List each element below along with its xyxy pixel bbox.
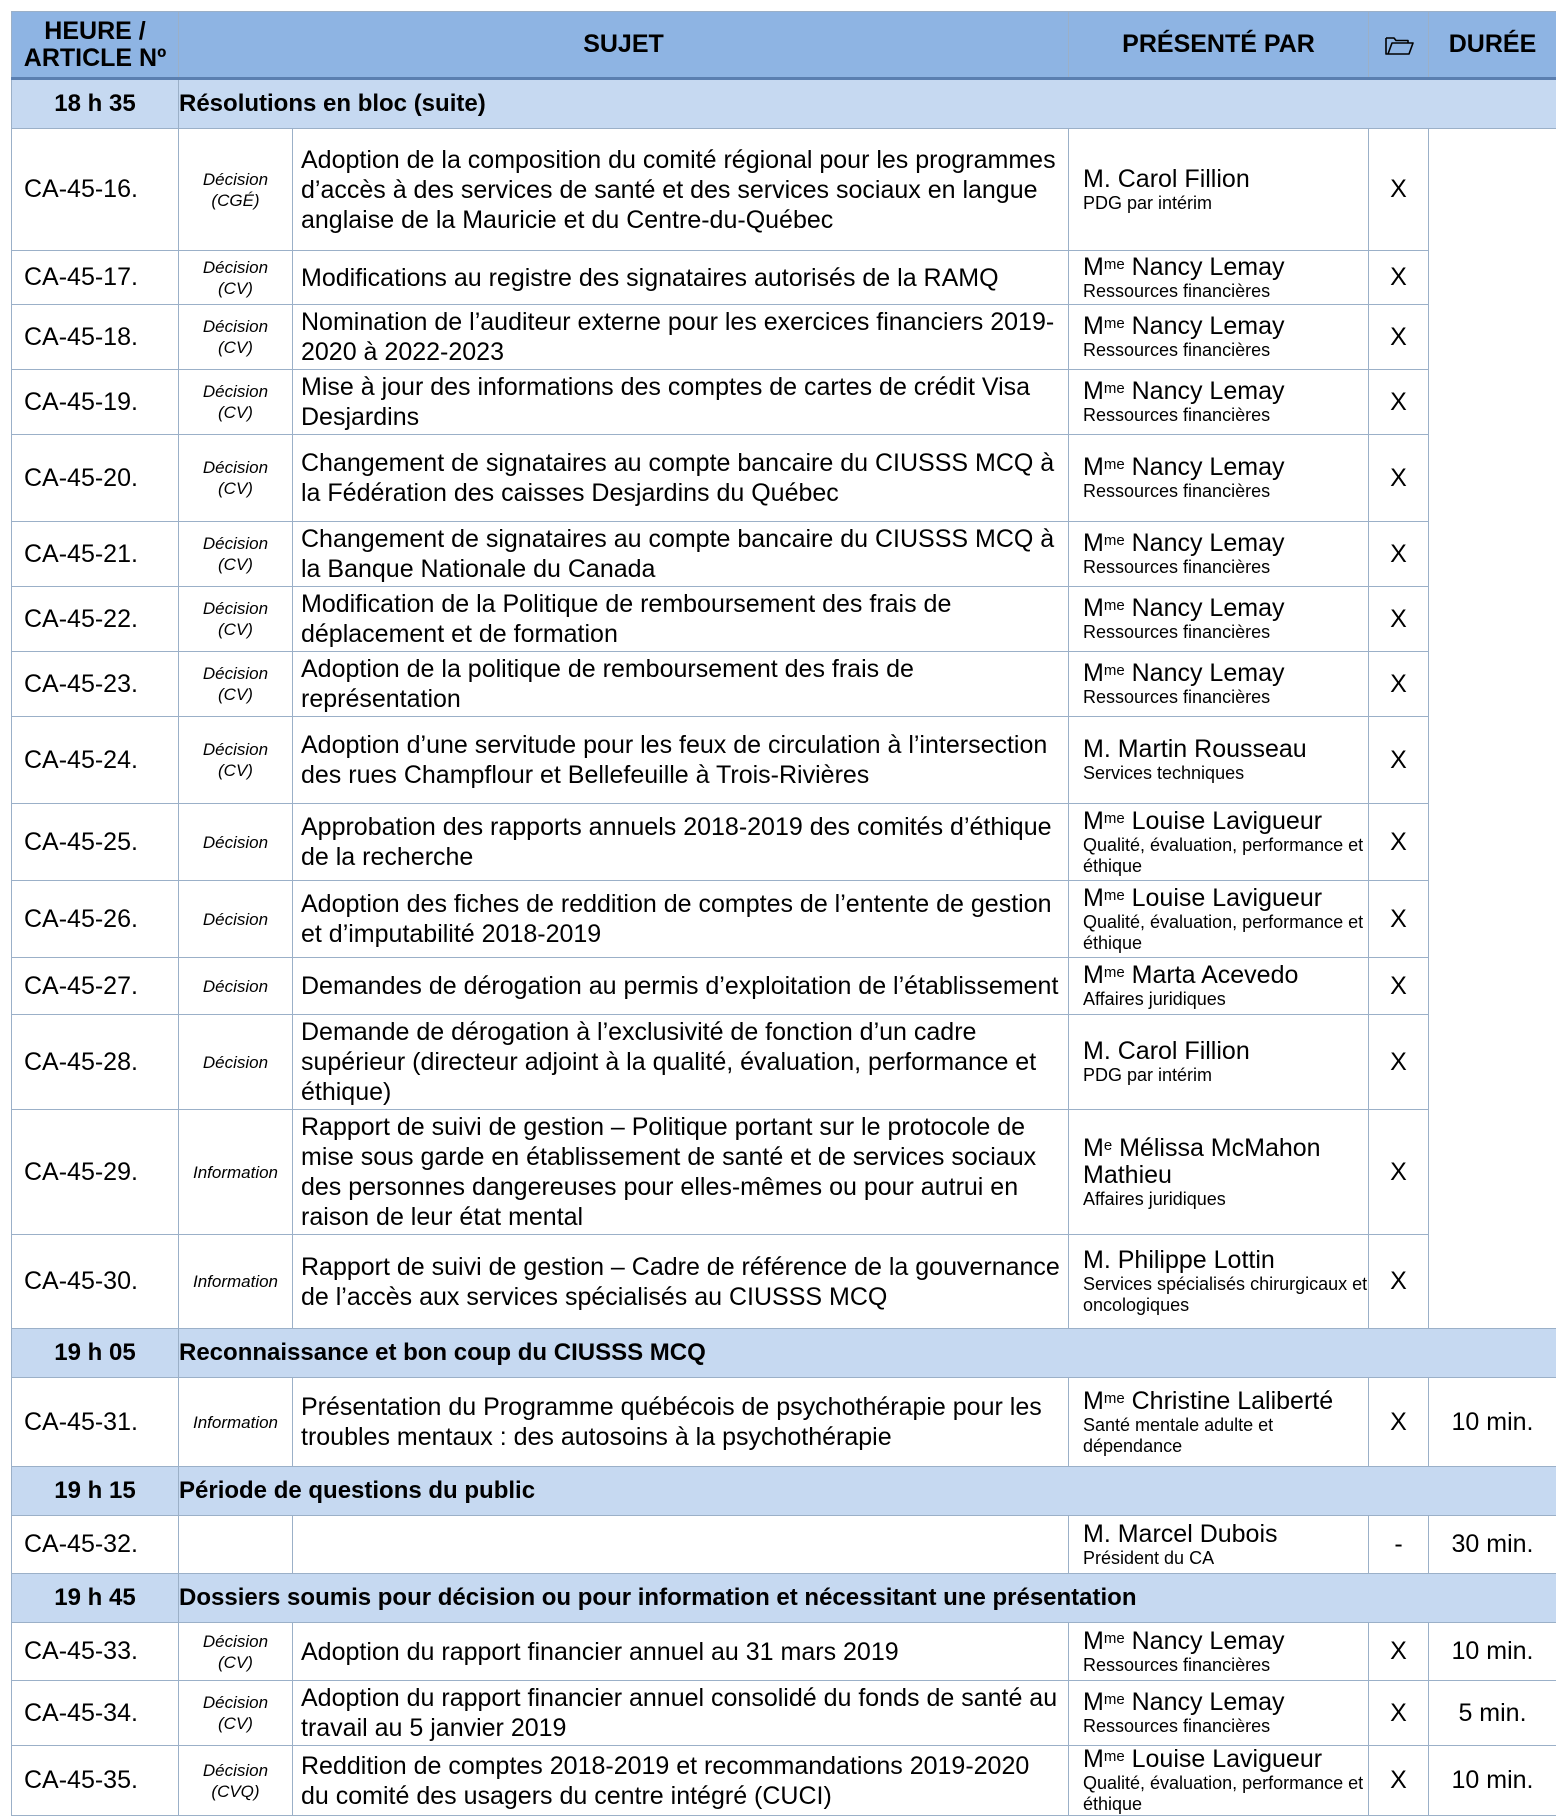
item-subject: Rapport de suivi de gestion – Politique portant sur le protocole de mise sous garde en établissement de santé et de services sociaux des personnes dangereuses pour elles-mêmes ou pour autrui en raison de leur état mental: [293, 1110, 1069, 1235]
presenter-title-sup: me: [1104, 315, 1125, 332]
item-duration: [1429, 881, 1556, 958]
item-number: CA-45-20.: [12, 435, 179, 522]
item-duration: [1429, 958, 1556, 1015]
presenter-fullname: Nancy Lemay: [1132, 253, 1285, 281]
agenda-row: [12, 1378, 1556, 1467]
agenda-row: [12, 1015, 1556, 1110]
item-duration: [1429, 1015, 1556, 1110]
docs-mark: X: [1369, 804, 1429, 881]
item-duration: [1429, 370, 1556, 435]
item-subject: Demande de dérogation à l’exclusivité de fonction d’un cadre supérieur (directeur adjoint à la qualité, évaluation, performance et éthique): [293, 1015, 1069, 1110]
item-duration: 10 min.: [1429, 1378, 1556, 1467]
folder-icon: [1384, 34, 1414, 56]
item-type-label: Décision: [203, 258, 268, 277]
item-type-label: Décision: [203, 664, 268, 683]
agenda-row: [12, 881, 1556, 958]
presenter-title-sup: me: [1104, 1390, 1125, 1407]
presenter-fullname: Marta Acevedo: [1132, 961, 1299, 989]
item-type-label: Décision: [203, 599, 268, 618]
item-number: CA-45-16.: [12, 129, 179, 251]
item-subject: Mise à jour des informations des comptes de cartes de crédit Visa Desjardins: [293, 370, 1069, 435]
docs-mark: X: [1369, 435, 1429, 522]
presenter-role: Services techniques: [1083, 763, 1368, 784]
section-time: 19 h 05: [12, 1329, 179, 1378]
header-time: HEURE / ARTICLE Nº: [12, 12, 179, 79]
item-type: [179, 958, 293, 1015]
presenter-prefix: M.: [1083, 1246, 1111, 1274]
agenda-table: [11, 11, 1556, 1816]
presenter-fullname: Louise Lavigueur: [1132, 1745, 1322, 1773]
docs-mark: X: [1369, 305, 1429, 370]
presenter-name: [1083, 378, 1368, 405]
presenter-prefix: M: [1083, 1627, 1104, 1655]
item-presenter: [1069, 1110, 1369, 1235]
item-type-sub: (CV): [218, 1653, 253, 1672]
presenter-fullname: Nancy Lemay: [1132, 1627, 1285, 1655]
item-presenter: [1069, 1516, 1369, 1574]
item-duration: 10 min.: [1429, 1623, 1556, 1681]
presenter-role: Affaires juridiques: [1083, 989, 1368, 1010]
item-presenter: [1069, 1681, 1369, 1746]
docs-mark: X: [1369, 522, 1429, 587]
item-type: [179, 251, 293, 305]
item-type-label: Information: [193, 1163, 278, 1182]
presenter-prefix: M: [1083, 659, 1104, 687]
item-duration: [1429, 305, 1556, 370]
docs-mark: X: [1369, 652, 1429, 717]
item-presenter: [1069, 251, 1369, 305]
presenter-title-sup: me: [1104, 964, 1125, 981]
presenter-role: Santé mentale adulte et dépendance: [1083, 1415, 1368, 1457]
presenter-prefix: M.: [1083, 735, 1111, 763]
item-number: CA-45-29.: [12, 1110, 179, 1235]
item-type-label: Information: [193, 1272, 278, 1291]
agenda-row: [12, 717, 1556, 804]
presenter-fullname: Carol Fillion: [1118, 165, 1250, 193]
presenter-name: [1083, 166, 1368, 193]
agenda-row: [12, 1516, 1556, 1574]
presenter-name: [1083, 1038, 1368, 1065]
item-type: [179, 1378, 293, 1467]
presenter-fullname: Philippe Lottin: [1118, 1246, 1275, 1274]
item-type-label: Décision: [203, 910, 268, 929]
item-type-sub: (CV): [218, 761, 253, 780]
agenda-row: [12, 1623, 1556, 1681]
item-type: [179, 435, 293, 522]
agenda-row: [12, 1681, 1556, 1746]
docs-mark: X: [1369, 1110, 1429, 1235]
presenter-prefix: M: [1083, 1745, 1104, 1773]
item-type: [179, 1746, 293, 1816]
item-presenter: [1069, 435, 1369, 522]
presenter-fullname: Mélissa McMahon Mathieu: [1083, 1134, 1321, 1189]
agenda-row: [12, 958, 1556, 1015]
item-presenter: [1069, 652, 1369, 717]
section-title: Résolutions en bloc (suite): [179, 79, 1556, 129]
presenter-name: [1083, 254, 1368, 281]
presenter-title-sup: me: [1104, 1748, 1125, 1765]
item-presenter: [1069, 881, 1369, 958]
item-type: [179, 1681, 293, 1746]
item-type-sub: (CV): [218, 403, 253, 422]
agenda-row: [12, 305, 1556, 370]
item-presenter: [1069, 804, 1369, 881]
agenda-row: [12, 370, 1556, 435]
presenter-role: Ressources financières: [1083, 405, 1368, 426]
presenter-role: Qualité, évaluation, performance et éthique: [1083, 835, 1368, 877]
docs-mark: X: [1369, 1235, 1429, 1329]
item-type: [179, 1235, 293, 1329]
presenter-name: [1083, 808, 1368, 835]
presenter-role: Qualité, évaluation, performance et éthique: [1083, 1773, 1368, 1815]
presenter-name: [1083, 962, 1368, 989]
presenter-role: Affaires juridiques: [1083, 1189, 1368, 1210]
section-title: Période de questions du public: [179, 1467, 1556, 1516]
presenter-fullname: Carol Fillion: [1118, 1037, 1250, 1065]
presenter-title-sup: me: [1104, 662, 1125, 679]
presenter-title-sup: me: [1104, 1630, 1125, 1647]
item-type: [179, 881, 293, 958]
item-subject: Adoption du rapport financier annuel au 31 mars 2019: [293, 1623, 1069, 1681]
item-type-label: Décision: [203, 977, 268, 996]
item-duration: [1429, 652, 1556, 717]
item-number: CA-45-25.: [12, 804, 179, 881]
item-presenter: [1069, 1235, 1369, 1329]
presenter-fullname: Nancy Lemay: [1132, 377, 1285, 405]
presenter-name: [1083, 1628, 1368, 1655]
item-number: CA-45-23.: [12, 652, 179, 717]
item-number: CA-45-18.: [12, 305, 179, 370]
section-row: [12, 1467, 1556, 1516]
item-subject: Demandes de dérogation au permis d’exploitation de l’établissement: [293, 958, 1069, 1015]
item-type-label: Décision: [203, 317, 268, 336]
item-subject: Modification de la Politique de remboursement des frais de déplacement et de formation: [293, 587, 1069, 652]
item-presenter: [1069, 522, 1369, 587]
presenter-prefix: M.: [1083, 1520, 1111, 1548]
presenter-name: [1083, 454, 1368, 481]
section-title: Dossiers soumis pour décision ou pour information et nécessitant une présentation: [179, 1574, 1556, 1623]
presenter-role: Qualité, évaluation, performance et éthique: [1083, 912, 1368, 954]
item-type: [179, 1015, 293, 1110]
section-time: 18 h 35: [12, 79, 179, 129]
presenter-prefix: M: [1083, 312, 1104, 340]
presenter-prefix: M: [1083, 594, 1104, 622]
presenter-name: [1083, 885, 1368, 912]
item-duration: [1429, 717, 1556, 804]
agenda-row: [12, 435, 1556, 522]
item-type-label: Décision: [203, 458, 268, 477]
item-subject: [293, 1516, 1069, 1574]
item-presenter: [1069, 129, 1369, 251]
item-number: CA-45-31.: [12, 1378, 179, 1467]
presenter-fullname: Nancy Lemay: [1132, 594, 1285, 622]
item-type-label: Information: [193, 1413, 278, 1432]
presenter-title-sup: me: [1104, 810, 1125, 827]
section-time: 19 h 45: [12, 1574, 179, 1623]
item-type-label: Décision: [203, 833, 268, 852]
item-type: [179, 370, 293, 435]
agenda-row: [12, 1110, 1556, 1235]
presenter-prefix: M: [1083, 453, 1104, 481]
docs-mark: X: [1369, 370, 1429, 435]
docs-mark: X: [1369, 251, 1429, 305]
item-subject: Adoption de la politique de remboursement des frais de représentation: [293, 652, 1069, 717]
presenter-role: Ressources financières: [1083, 1655, 1368, 1676]
agenda-row: [12, 804, 1556, 881]
item-number: CA-45-26.: [12, 881, 179, 958]
section-row: [12, 1574, 1556, 1623]
item-type-sub: (CV): [218, 620, 253, 639]
item-number: CA-45-24.: [12, 717, 179, 804]
presenter-name: [1083, 1135, 1368, 1189]
presenter-fullname: Nancy Lemay: [1132, 1688, 1285, 1716]
item-presenter: [1069, 717, 1369, 804]
item-subject: Adoption d’une servitude pour les feux de circulation à l’intersection des rues Champflour et Bellefeuille à Trois-Rivières: [293, 717, 1069, 804]
item-subject: Changement de signataires au compte bancaire du CIUSSS MCQ à la Fédération des caisses Desjardins du Québec: [293, 435, 1069, 522]
item-duration: [1429, 1110, 1556, 1235]
presenter-name: [1083, 660, 1368, 687]
agenda-row: [12, 129, 1556, 251]
presenter-prefix: M.: [1083, 1037, 1111, 1065]
item-type: [179, 652, 293, 717]
presenter-name: [1083, 1521, 1368, 1548]
item-number: CA-45-35.: [12, 1746, 179, 1816]
header-docs: [1369, 12, 1429, 79]
item-type: [179, 1623, 293, 1681]
presenter-role: Ressources financières: [1083, 340, 1368, 361]
item-number: CA-45-28.: [12, 1015, 179, 1110]
presenter-role: Ressources financières: [1083, 1716, 1368, 1737]
item-subject: Adoption du rapport financier annuel consolidé du fonds de santé au travail au 5 janvier 2019: [293, 1681, 1069, 1746]
header-duration: DURÉE: [1429, 12, 1556, 79]
item-duration: [1429, 435, 1556, 522]
item-number: CA-45-19.: [12, 370, 179, 435]
item-duration: [1429, 804, 1556, 881]
presenter-prefix: M: [1083, 961, 1104, 989]
agenda-row: [12, 652, 1556, 717]
item-duration: [1429, 129, 1556, 251]
item-number: CA-45-32.: [12, 1516, 179, 1574]
presenter-title-sup: me: [1104, 532, 1125, 549]
item-type-sub: (CGÉ): [211, 191, 259, 210]
docs-mark: X: [1369, 1378, 1429, 1467]
presenter-name: [1083, 736, 1368, 763]
section-time: 19 h 15: [12, 1467, 179, 1516]
docs-mark: X: [1369, 958, 1429, 1015]
item-duration: 30 min.: [1429, 1516, 1556, 1574]
item-presenter: [1069, 1015, 1369, 1110]
item-duration: 10 min.: [1429, 1746, 1556, 1816]
presenter-prefix: M: [1083, 1688, 1104, 1716]
presenter-title-sup: me: [1104, 887, 1125, 904]
item-presenter: [1069, 1378, 1369, 1467]
item-type: [179, 717, 293, 804]
item-type-label: Décision: [203, 740, 268, 759]
docs-mark: -: [1369, 1516, 1429, 1574]
presenter-role: Ressources financières: [1083, 687, 1368, 708]
presenter-fullname: Nancy Lemay: [1132, 529, 1285, 557]
item-type: [179, 305, 293, 370]
item-subject: Rapport de suivi de gestion – Cadre de référence de la gouvernance de l’accès aux services spécialisés au CIUSSS MCQ: [293, 1235, 1069, 1329]
docs-mark: X: [1369, 1746, 1429, 1816]
presenter-fullname: Nancy Lemay: [1132, 453, 1285, 481]
presenter-role: Ressources financières: [1083, 281, 1368, 302]
presenter-name: [1083, 1388, 1368, 1415]
item-type-label: Décision: [203, 170, 268, 189]
item-duration: 5 min.: [1429, 1681, 1556, 1746]
presenter-prefix: M: [1083, 884, 1104, 912]
header-subject: SUJET: [179, 12, 1069, 79]
agenda-row: [12, 1235, 1556, 1329]
section-title: Reconnaissance et bon coup du CIUSSS MCQ: [179, 1329, 1556, 1378]
presenter-fullname: Martin Rousseau: [1118, 735, 1307, 763]
item-number: CA-45-33.: [12, 1623, 179, 1681]
item-type-sub: (CV): [218, 479, 253, 498]
agenda-row: [12, 522, 1556, 587]
item-subject: Modifications au registre des signataires autorisés de la RAMQ: [293, 251, 1069, 305]
presenter-role: PDG par intérim: [1083, 193, 1368, 214]
presenter-name: [1083, 313, 1368, 340]
item-type-sub: (CVQ): [211, 1782, 259, 1801]
item-presenter: [1069, 958, 1369, 1015]
item-type-label: Décision: [203, 1761, 268, 1780]
item-subject: Nomination de l’auditeur externe pour les exercices financiers 2019-2020 à 2022-2023: [293, 305, 1069, 370]
item-type-label: Décision: [203, 1053, 268, 1072]
item-type: [179, 804, 293, 881]
section-row: [12, 1329, 1556, 1378]
item-subject: Changement de signataires au compte bancaire du CIUSSS MCQ à la Banque Nationale du Canada: [293, 522, 1069, 587]
presenter-fullname: Nancy Lemay: [1132, 312, 1285, 340]
item-type-sub: (CV): [218, 685, 253, 704]
section-row: [12, 79, 1556, 129]
item-type: [179, 522, 293, 587]
agenda-row: [12, 251, 1556, 305]
item-type: [179, 1110, 293, 1235]
presenter-name: [1083, 595, 1368, 622]
item-type-sub: (CV): [218, 338, 253, 357]
presenter-role: Ressources financières: [1083, 557, 1368, 578]
item-number: CA-45-27.: [12, 958, 179, 1015]
item-duration: [1429, 1235, 1556, 1329]
item-duration: [1429, 522, 1556, 587]
header-presenter: PRÉSENTÉ PAR: [1069, 12, 1369, 79]
presenter-fullname: Marcel Dubois: [1118, 1520, 1278, 1548]
presenter-fullname: Louise Lavigueur: [1132, 884, 1322, 912]
presenter-role: PDG par intérim: [1083, 1065, 1368, 1086]
presenter-title-sup: me: [1104, 456, 1125, 473]
docs-mark: X: [1369, 717, 1429, 804]
item-subject: Adoption de la composition du comité régional pour les programmes d’accès à des services de santé et des services sociaux en langue anglaise de la Mauricie et du Centre-du-Québec: [293, 129, 1069, 251]
item-type: [179, 129, 293, 251]
item-type-label: Décision: [203, 1693, 268, 1712]
item-subject: Reddition de comptes 2018-2019 et recommandations 2019-2020 du comité des usagers du centre intégré (CUCI): [293, 1746, 1069, 1816]
presenter-title-sup: e: [1104, 1137, 1112, 1154]
presenter-prefix: M.: [1083, 165, 1111, 193]
presenter-title-sup: me: [1104, 256, 1125, 273]
item-type-label: Décision: [203, 382, 268, 401]
docs-mark: X: [1369, 129, 1429, 251]
presenter-title-sup: me: [1104, 1691, 1125, 1708]
item-number: CA-45-22.: [12, 587, 179, 652]
presenter-prefix: M: [1083, 529, 1104, 557]
item-type-label: Décision: [203, 1632, 268, 1651]
docs-mark: X: [1369, 587, 1429, 652]
presenter-name: [1083, 1689, 1368, 1716]
presenter-name: [1083, 1247, 1368, 1274]
presenter-role: Ressources financières: [1083, 481, 1368, 502]
item-type-sub: (CV): [218, 555, 253, 574]
presenter-prefix: M: [1083, 377, 1104, 405]
presenter-role: Président du CA: [1083, 1548, 1368, 1569]
docs-mark: X: [1369, 1015, 1429, 1110]
presenter-prefix: M: [1083, 1387, 1104, 1415]
item-presenter: [1069, 587, 1369, 652]
agenda-row: [12, 587, 1556, 652]
presenter-name: [1083, 530, 1368, 557]
presenter-prefix: M: [1083, 807, 1104, 835]
item-number: CA-45-21.: [12, 522, 179, 587]
item-subject: Approbation des rapports annuels 2018-2019 des comités d’éthique de la recherche: [293, 804, 1069, 881]
presenter-title-sup: me: [1104, 597, 1125, 614]
presenter-prefix: M: [1083, 253, 1104, 281]
item-type-sub: (CV): [218, 279, 253, 298]
item-type: [179, 1516, 293, 1574]
presenter-name: [1083, 1746, 1368, 1773]
item-type-label: Décision: [203, 534, 268, 553]
presenter-fullname: Nancy Lemay: [1132, 659, 1285, 687]
presenter-role: Services spécialisés chirurgicaux et oncologiques: [1083, 1274, 1368, 1316]
item-number: CA-45-17.: [12, 251, 179, 305]
item-presenter: [1069, 1623, 1369, 1681]
agenda-row: [12, 1746, 1556, 1816]
item-number: CA-45-30.: [12, 1235, 179, 1329]
presenter-title-sup: me: [1104, 380, 1125, 397]
item-subject: Présentation du Programme québécois de psychothérapie pour les troubles mentaux : des autosoins à la psychothérapie: [293, 1378, 1069, 1467]
presenter-prefix: M: [1083, 1134, 1104, 1162]
docs-mark: X: [1369, 1681, 1429, 1746]
item-presenter: [1069, 370, 1369, 435]
presenter-role: Ressources financières: [1083, 622, 1368, 643]
item-type-sub: (CV): [218, 1714, 253, 1733]
item-duration: [1429, 251, 1556, 305]
docs-mark: X: [1369, 1623, 1429, 1681]
presenter-fullname: Christine Laliberté: [1132, 1387, 1334, 1415]
item-presenter: [1069, 305, 1369, 370]
presenter-fullname: Louise Lavigueur: [1132, 807, 1322, 835]
item-duration: [1429, 587, 1556, 652]
item-presenter: [1069, 1746, 1369, 1816]
item-number: CA-45-34.: [12, 1681, 179, 1746]
header-row: [12, 12, 1556, 79]
docs-mark: X: [1369, 881, 1429, 958]
item-type: [179, 587, 293, 652]
item-subject: Adoption des fiches de reddition de comptes de l’entente de gestion et d’imputabilité 2018-2019: [293, 881, 1069, 958]
